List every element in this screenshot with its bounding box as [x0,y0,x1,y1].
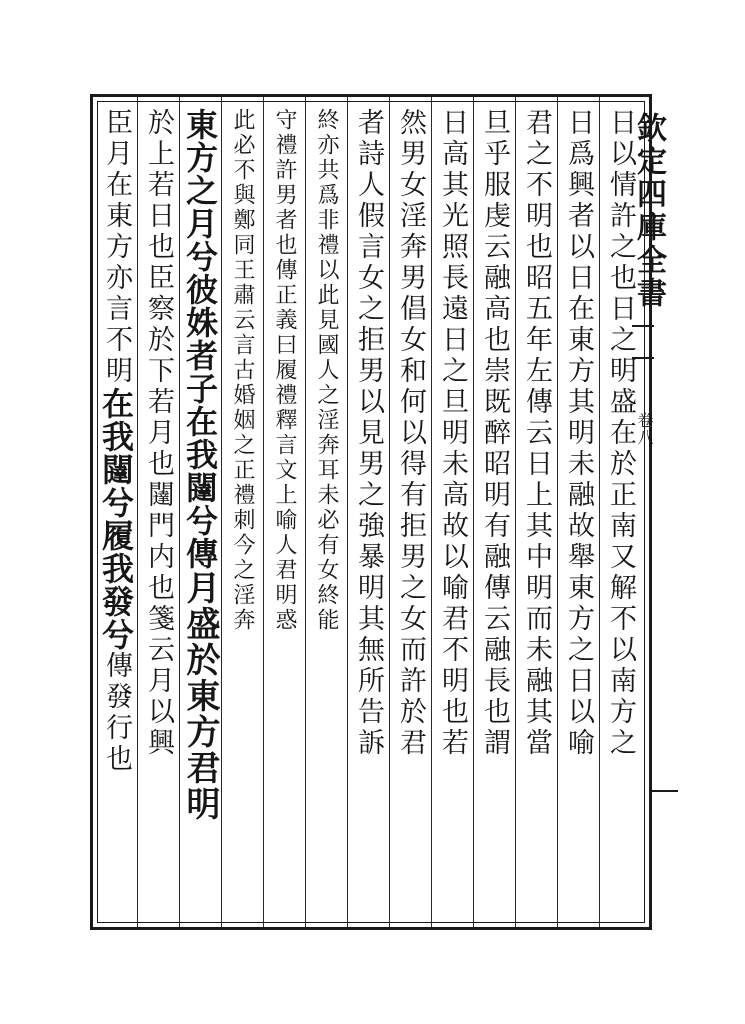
margin-juan: 卷八 [635,412,654,446]
text-segment: 日以情許之也日之明盛在於正南又解不以南方之 [605,108,636,759]
text-column [306,108,346,914]
text-column [474,108,514,914]
text-column [264,108,304,914]
text-column [432,108,472,914]
text-segment: 然男女淫奔男倡女和何以得有拒男之女而許於君 [395,108,426,759]
text-segment: 旦乎服虔云融高也崇既醉昭明有融傳云融長也謂 [479,108,510,759]
text-segment: 日爲興者以日在東方其明未融故舉東方之日以喻 [563,108,594,759]
text-segment: 於上若日也臣察於下若月也闥門内也箋云月以興 [143,108,174,759]
text-segment: 君之不明也昭五年左傳云日上其中明而未融其當 [521,108,552,759]
margin-title: 欽定四庫全書 [631,112,666,310]
margin-tick [652,790,678,792]
text-column [390,108,430,914]
text-segment: 臣月在東方亦言不明 [101,108,132,387]
text-column [138,108,178,914]
text-column [600,108,640,914]
text-segment: 終亦共爲非禮以此見國人之淫奔耳未必有女終能 [314,108,339,633]
text-segment: 此必不與鄭同王肅云言古婚姻之正禮刺今之淫奔 [230,108,255,633]
text-column [348,108,388,914]
text-segment: 日高其光照長遠日之旦明未高故以喻君不明也若 [437,108,468,759]
text-column [558,108,598,914]
text-segment: 守禮許男者也傳正義曰履禮釋言文上喻人君明惑 [272,108,297,633]
text-column [222,108,262,914]
text-segment: 者詩人假言女之拒男以見男之強暴明其無所告訴 [353,108,384,759]
text-column [96,108,136,914]
text-column [516,108,556,914]
text-segment: 傳發行也 [101,651,132,775]
text-segment: 月盛於東方君明 [180,570,220,822]
text-segment-emphasis: 在我闥兮履我發兮 [97,387,135,651]
text-segment-emphasis: 東方之月兮彼姝者子在我闥兮傳 [181,108,219,570]
text-column [180,108,220,914]
